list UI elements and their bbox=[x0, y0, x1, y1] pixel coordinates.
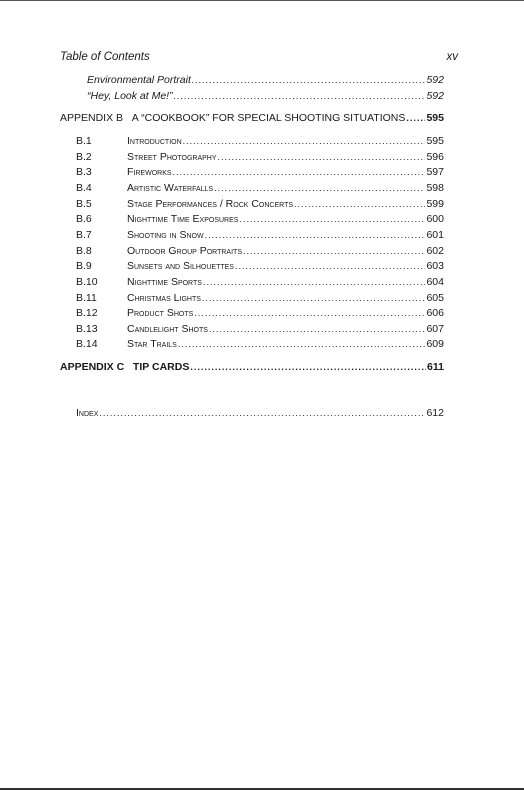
section-number: B.4 bbox=[76, 182, 92, 194]
dot-leader bbox=[214, 183, 425, 193]
toc-entry-label: “Hey, Look at Me!” bbox=[87, 90, 173, 102]
dot-leader bbox=[235, 261, 426, 271]
section-number: B.6 bbox=[76, 213, 92, 225]
section-number: B.3 bbox=[76, 166, 92, 178]
section-page: 607 bbox=[426, 323, 444, 335]
toc-section-entry[interactable] bbox=[76, 260, 444, 274]
appendix-b-page: 595 bbox=[426, 112, 444, 124]
header-page-number: xv bbox=[446, 51, 458, 63]
toc-entry-label: Environmental Portrait bbox=[87, 74, 191, 86]
toc-section-entry[interactable] bbox=[76, 135, 444, 149]
section-label: Street Photography bbox=[127, 151, 217, 163]
dot-leader bbox=[190, 362, 426, 372]
toc-section-entry[interactable] bbox=[76, 151, 444, 165]
section-page: 604 bbox=[426, 276, 444, 288]
dot-leader bbox=[183, 136, 426, 146]
section-page: 600 bbox=[426, 213, 444, 225]
section-label: Nighttime Sports bbox=[127, 276, 202, 288]
dot-leader bbox=[178, 339, 426, 349]
header-title: Table of Contents bbox=[60, 51, 150, 63]
section-number: B.9 bbox=[76, 260, 92, 272]
section-number: B.2 bbox=[76, 151, 92, 163]
toc-section-entry[interactable] bbox=[76, 166, 444, 180]
dot-leader bbox=[174, 91, 426, 101]
toc-section-entry[interactable] bbox=[76, 182, 444, 196]
toc-section-entry[interactable] bbox=[76, 292, 444, 306]
toc-section-entry[interactable] bbox=[76, 245, 444, 259]
section-label: Shooting in Snow bbox=[127, 229, 204, 241]
section-label: Sunsets and Silhouettes bbox=[127, 260, 234, 272]
section-number: B.10 bbox=[76, 276, 98, 288]
dot-leader bbox=[243, 246, 425, 256]
dot-leader bbox=[99, 408, 425, 418]
section-number: B.7 bbox=[76, 229, 92, 241]
dot-leader bbox=[202, 293, 426, 303]
dot-leader bbox=[205, 230, 426, 240]
section-number: B.11 bbox=[76, 292, 97, 304]
section-number: B.8 bbox=[76, 245, 92, 257]
toc-section-entry[interactable] bbox=[76, 276, 444, 290]
running-header bbox=[60, 51, 458, 65]
section-label: Outdoor Group Portraits bbox=[127, 245, 242, 257]
toc-section-entry[interactable] bbox=[76, 198, 444, 212]
section-label: Candlelight Shots bbox=[127, 323, 208, 335]
section-label: Star Trails bbox=[127, 338, 177, 350]
toc-index-entry[interactable] bbox=[76, 407, 444, 421]
dot-leader bbox=[192, 75, 426, 85]
toc-entry[interactable] bbox=[87, 74, 444, 88]
toc-appendix-entry[interactable] bbox=[60, 112, 444, 126]
toc-section-entry[interactable] bbox=[76, 338, 444, 352]
index-label: Index bbox=[76, 407, 99, 419]
index-page: 612 bbox=[426, 407, 444, 419]
section-page: 595 bbox=[426, 135, 444, 147]
page-top-border bbox=[0, 0, 524, 1]
section-page: 609 bbox=[426, 338, 444, 350]
section-number: B.14 bbox=[76, 338, 98, 350]
appendix-c-label: APPENDIX C TIP CARDS bbox=[60, 361, 190, 373]
section-page: 599 bbox=[426, 198, 444, 210]
dot-leader bbox=[209, 324, 426, 334]
section-label: Christmas Lights bbox=[127, 292, 201, 304]
toc-section-entry[interactable] bbox=[76, 229, 444, 243]
section-page: 606 bbox=[426, 307, 444, 319]
toc-section-entry[interactable] bbox=[76, 323, 444, 337]
section-number: B.1 bbox=[76, 135, 92, 147]
section-label: Fireworks bbox=[127, 166, 172, 178]
toc-appendix-entry[interactable] bbox=[60, 361, 444, 375]
section-label: Stage Performances / Rock Concerts bbox=[127, 198, 294, 210]
appendix-c-page: 611 bbox=[427, 361, 444, 373]
appendix-b-label: APPENDIX B A “COOKBOOK” FOR SPECIAL SHOOTING SITUATIONS bbox=[60, 112, 406, 124]
dot-leader bbox=[218, 152, 426, 162]
section-number: B.12 bbox=[76, 307, 98, 319]
section-page: 605 bbox=[426, 292, 444, 304]
dot-leader bbox=[294, 199, 425, 209]
toc-entry-page: 592 bbox=[426, 90, 444, 102]
dot-leader bbox=[239, 214, 425, 224]
toc-section-entry[interactable] bbox=[76, 307, 444, 321]
section-label: Nighttime Time Exposures bbox=[127, 213, 239, 225]
toc-entry-page: 592 bbox=[426, 74, 444, 86]
dot-leader bbox=[203, 277, 426, 287]
section-number: B.13 bbox=[76, 323, 98, 335]
section-page: 602 bbox=[426, 245, 444, 257]
dot-leader bbox=[173, 167, 426, 177]
toc-section-entry[interactable] bbox=[76, 213, 444, 227]
section-page: 597 bbox=[426, 166, 444, 178]
section-label: Introduction bbox=[127, 135, 182, 147]
section-label: Artistic Waterfalls bbox=[127, 182, 214, 194]
section-label: Product Shots bbox=[127, 307, 194, 319]
dot-leader bbox=[194, 308, 425, 318]
dot-leader bbox=[406, 113, 425, 123]
section-page: 598 bbox=[426, 182, 444, 194]
section-page: 603 bbox=[426, 260, 444, 272]
section-number: B.5 bbox=[76, 198, 92, 210]
section-page: 596 bbox=[426, 151, 444, 163]
section-page: 601 bbox=[426, 229, 444, 241]
toc-entry[interactable] bbox=[87, 90, 444, 104]
